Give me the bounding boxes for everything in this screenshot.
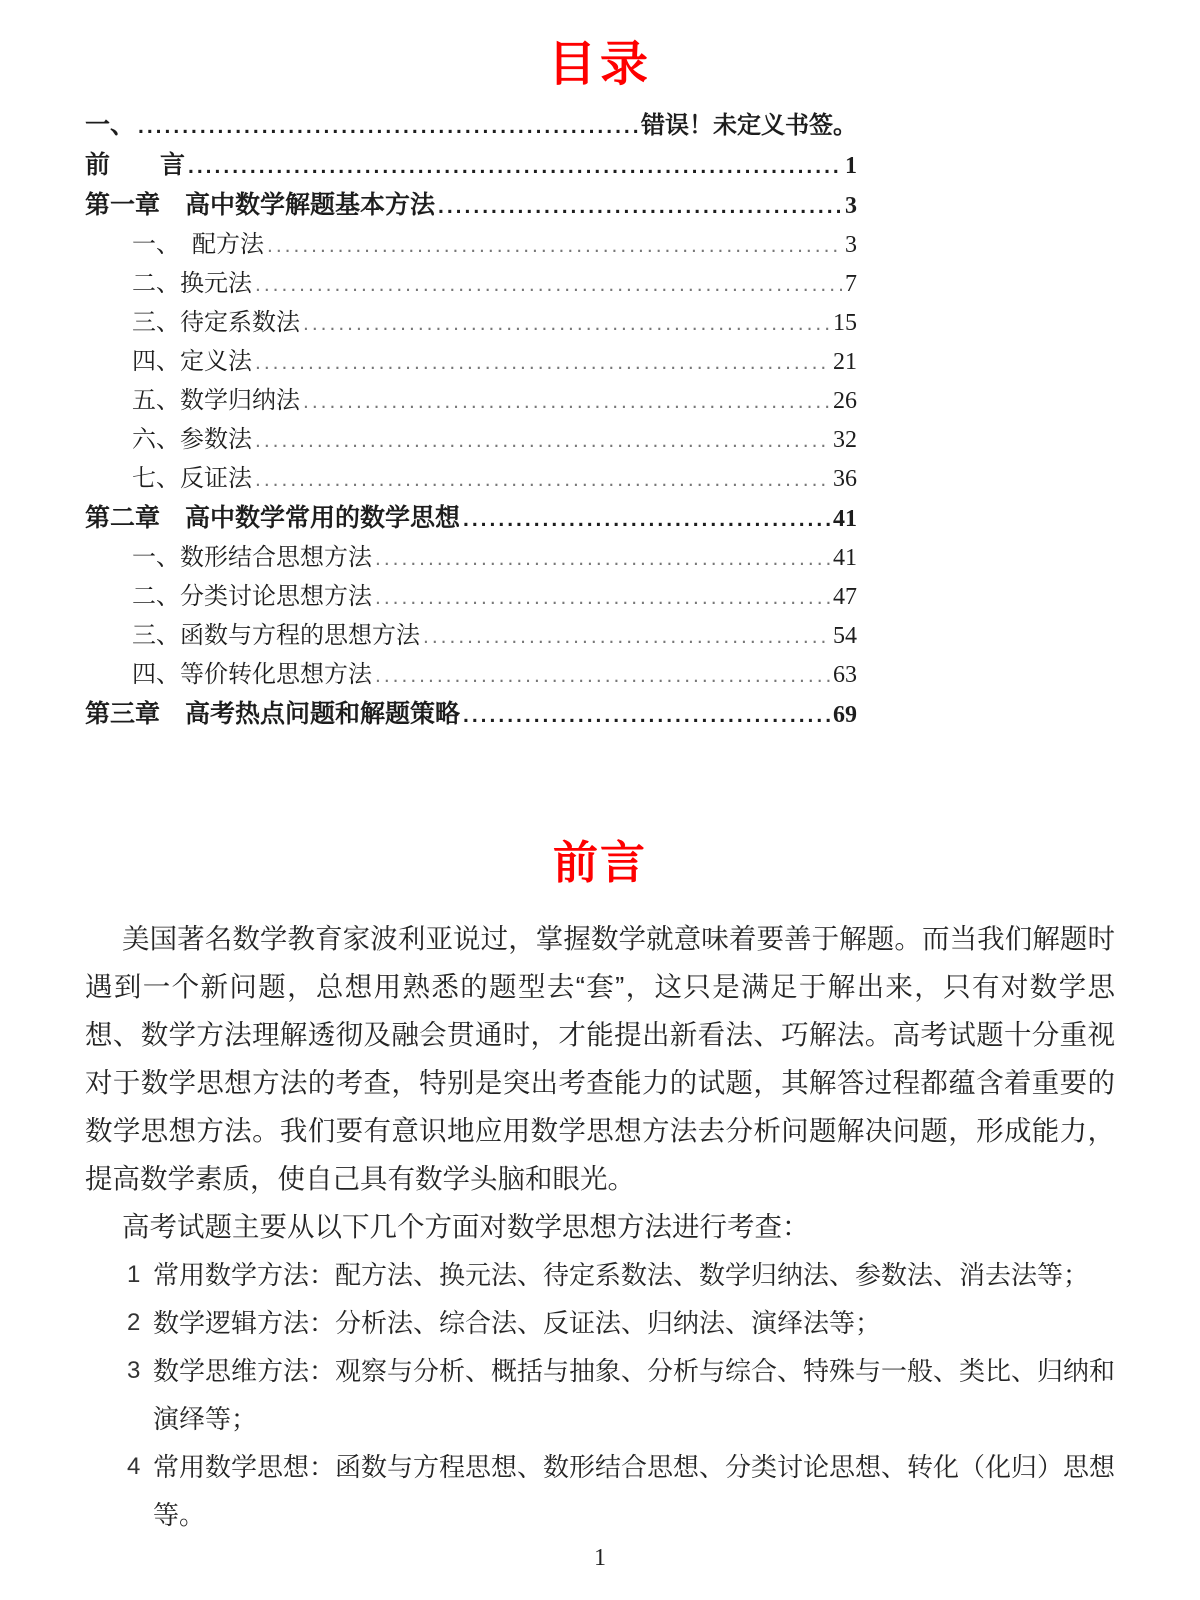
page-number: 1 (594, 1545, 606, 1571)
toc-entry (85, 106, 857, 146)
toc-entry-page: 36 (833, 465, 857, 492)
dot-leader (423, 618, 830, 656)
dot-leader (375, 579, 830, 617)
toc-entry (85, 499, 857, 539)
list-item-text: 数学逻辑方法：分析法、综合法、反证法、归纳法、演绎法等； (153, 1307, 882, 1338)
dot-leader (255, 422, 830, 460)
toc-entry (85, 617, 857, 656)
toc-entry-label: 第三章 高考热点问题和解题策略 (85, 699, 461, 728)
dot-leader (255, 266, 842, 304)
list-item-number: 2 (127, 1308, 141, 1336)
toc-entry (85, 226, 857, 265)
toc-entry (85, 578, 857, 617)
preface-list-intro: 高考试题主要从以下几个方面对数学思想方法进行考查： (122, 1210, 810, 1242)
toc-entry (85, 382, 857, 421)
list-item-number: 3 (127, 1356, 141, 1384)
list-item-text: 常用数学方法：配方法、换元法、待定系数法、数学归纳法、参数法、消去法等； (153, 1259, 1090, 1290)
toc-title: 目录 (547, 38, 652, 91)
toc-entry-label: 三、待定系数法 (132, 308, 300, 336)
list-item (85, 1443, 1115, 1539)
toc-entry-page: 15 (833, 309, 857, 336)
list-item (85, 1347, 1115, 1443)
toc-entry-label: 七、反证法 (132, 464, 252, 492)
toc-entry-label: 一、数形结合思想方法 (132, 543, 372, 571)
preface-paragraph: 美国著名数学教育家波利亚说过，掌握数学就意味着要善于解题。而当我们解题时遇到一个新问题，总想用熟悉的题型去“套”，这只是满足于解出来，只有对数学思想、数学方法理解透彻及融会贯通时，才能提出新看法、巧解法。高考试题十分重视对于数学思想方法的考查，特别是突出考查能力的试题，其解答过程都蕴含着重要的数学思想方法。我们要有意识地应用数学思想方法去分析问题解决问题，形成能力，提高数学素质，使自己具有数学头脑和眼光。 (85, 922, 1115, 1194)
list-item-number: 1 (127, 1260, 141, 1288)
list-item-text: 常用数学思想：函数与方程思想、数形结合思想、分类讨论思想、转化（化归）思想等。 (153, 1451, 1116, 1530)
toc-entry-label: 第一章 高中数学解题基本方法 (85, 190, 436, 219)
dot-leader (375, 657, 830, 695)
toc-entry-label: 一、 配方法 (132, 230, 264, 258)
toc-entry-page: 41 (833, 505, 857, 532)
dot-leader (255, 344, 830, 382)
dot-leader (188, 148, 842, 186)
toc-entry (85, 146, 857, 186)
toc-entry-page: 7 (845, 270, 857, 297)
toc-entry-label: 六、参数法 (132, 425, 252, 453)
toc-entry-page: 54 (833, 622, 857, 649)
toc-entry-page: 1 (845, 152, 857, 179)
dot-leader (138, 108, 638, 146)
dot-leader (438, 188, 842, 226)
toc-entry-page: 63 (833, 661, 857, 688)
dot-leader (255, 461, 830, 499)
toc-entry-label: 二、换元法 (132, 269, 252, 297)
toc-entry (85, 304, 857, 343)
toc-entry (85, 421, 857, 460)
toc-entry (85, 343, 857, 382)
toc-entry-label: 四、等价转化思想方法 (132, 660, 372, 688)
toc-entry-label: 五、数学归纳法 (132, 386, 300, 414)
dot-leader (463, 501, 830, 539)
dot-leader (463, 697, 830, 735)
toc-entry (85, 265, 857, 304)
toc-entry-label: 四、定义法 (132, 347, 252, 375)
list-item (85, 1299, 1115, 1347)
toc-entry-page: 69 (833, 701, 857, 728)
dot-leader (303, 383, 830, 421)
toc-entry (85, 460, 857, 499)
toc-entry-page: 3 (845, 231, 857, 258)
list-item (85, 1251, 1115, 1299)
preface-numbered-list (85, 1251, 1115, 1539)
toc-entry-label: 三、函数与方程的思想方法 (132, 621, 420, 649)
preface-body (85, 915, 1115, 1539)
dot-leader (267, 227, 842, 265)
toc-entry-label: 一、 (85, 110, 136, 139)
toc-entry (85, 656, 857, 695)
list-item-number: 4 (127, 1452, 141, 1480)
toc-list (85, 106, 857, 735)
toc-entry-page: 26 (833, 387, 857, 414)
preface-title: 前言 (552, 836, 647, 888)
toc-entry-page: 错误！未定义书签。 (641, 111, 857, 139)
toc-entry-page: 3 (845, 192, 857, 219)
list-item-text: 数学思维方法：观察与分析、概括与抽象、分析与综合、特殊与一般、类比、归纳和演绎等； (153, 1355, 1116, 1434)
toc-entry-page: 41 (833, 544, 857, 571)
toc-entry-label: 第二章 高中数学常用的数学思想 (85, 503, 461, 532)
toc-entry-page: 47 (833, 583, 857, 610)
toc-entry-label: 二、分类讨论思想方法 (132, 582, 372, 610)
toc-entry (85, 695, 857, 735)
toc-entry (85, 186, 857, 226)
toc-entry-label: 前 言 (85, 150, 186, 179)
dot-leader (303, 305, 830, 343)
dot-leader (375, 540, 830, 578)
toc-entry (85, 539, 857, 578)
toc-entry-page: 21 (833, 348, 857, 375)
toc-entry-page: 32 (833, 426, 857, 453)
